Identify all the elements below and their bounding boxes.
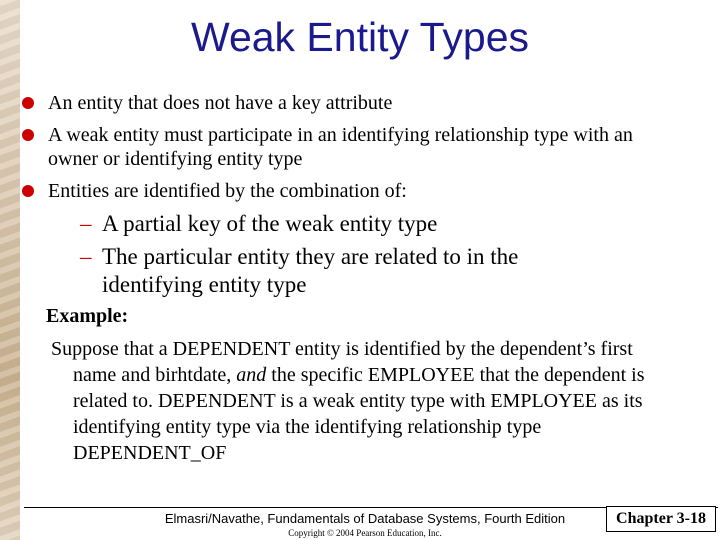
chapter-badge: Chapter 3-18 xyxy=(606,506,716,532)
sub-bullet-item xyxy=(80,243,572,299)
dash-icon: – xyxy=(80,211,92,236)
decorative-sidebar xyxy=(0,0,20,540)
bullet-item xyxy=(48,91,678,115)
bullet-item xyxy=(48,179,678,203)
bullet-text: A weak entity must participate in an identifying relationship type with an owner or identifying entity type xyxy=(48,124,633,170)
footer-citation: Elmasri/Navathe, Fundamentals of Database Systems, Fourth Edition xyxy=(164,511,566,526)
example-label: Example: xyxy=(46,305,129,327)
bullet-dot-icon xyxy=(22,129,34,141)
sub-bullet-item xyxy=(80,210,642,238)
example-emphasis: and xyxy=(236,364,267,386)
bullet-text: An entity that does not have a key attribute xyxy=(48,92,393,114)
copyright-notice: Copyright © 2004 Pearson Education, Inc. xyxy=(288,528,442,538)
dash-icon: – xyxy=(80,244,92,269)
example-text-part: the specific EMPLOYEE that the dependent is related to. DEPENDENT is a weak entity type with EMPLOYEE as its identifying entity type via the identifying relationship type DEPENDENT_OF xyxy=(73,364,645,464)
bullet-text: Entities are identified by the combination of: xyxy=(48,180,407,202)
example-text-part: Suppose that a DEPENDENT entity is identified by the dependent’s first name and birhtdate, xyxy=(51,338,633,386)
sub-bullet-text: The particular entity they are related to in the identifying entity type xyxy=(102,244,519,297)
bullet-item xyxy=(48,123,658,171)
sub-bullet-text: A partial key of the weak entity type xyxy=(102,211,438,236)
example-text xyxy=(51,336,673,466)
slide-title: Weak Entity Types xyxy=(190,14,530,60)
bullet-dot-icon xyxy=(22,97,34,109)
bullet-dot-icon xyxy=(22,185,34,197)
